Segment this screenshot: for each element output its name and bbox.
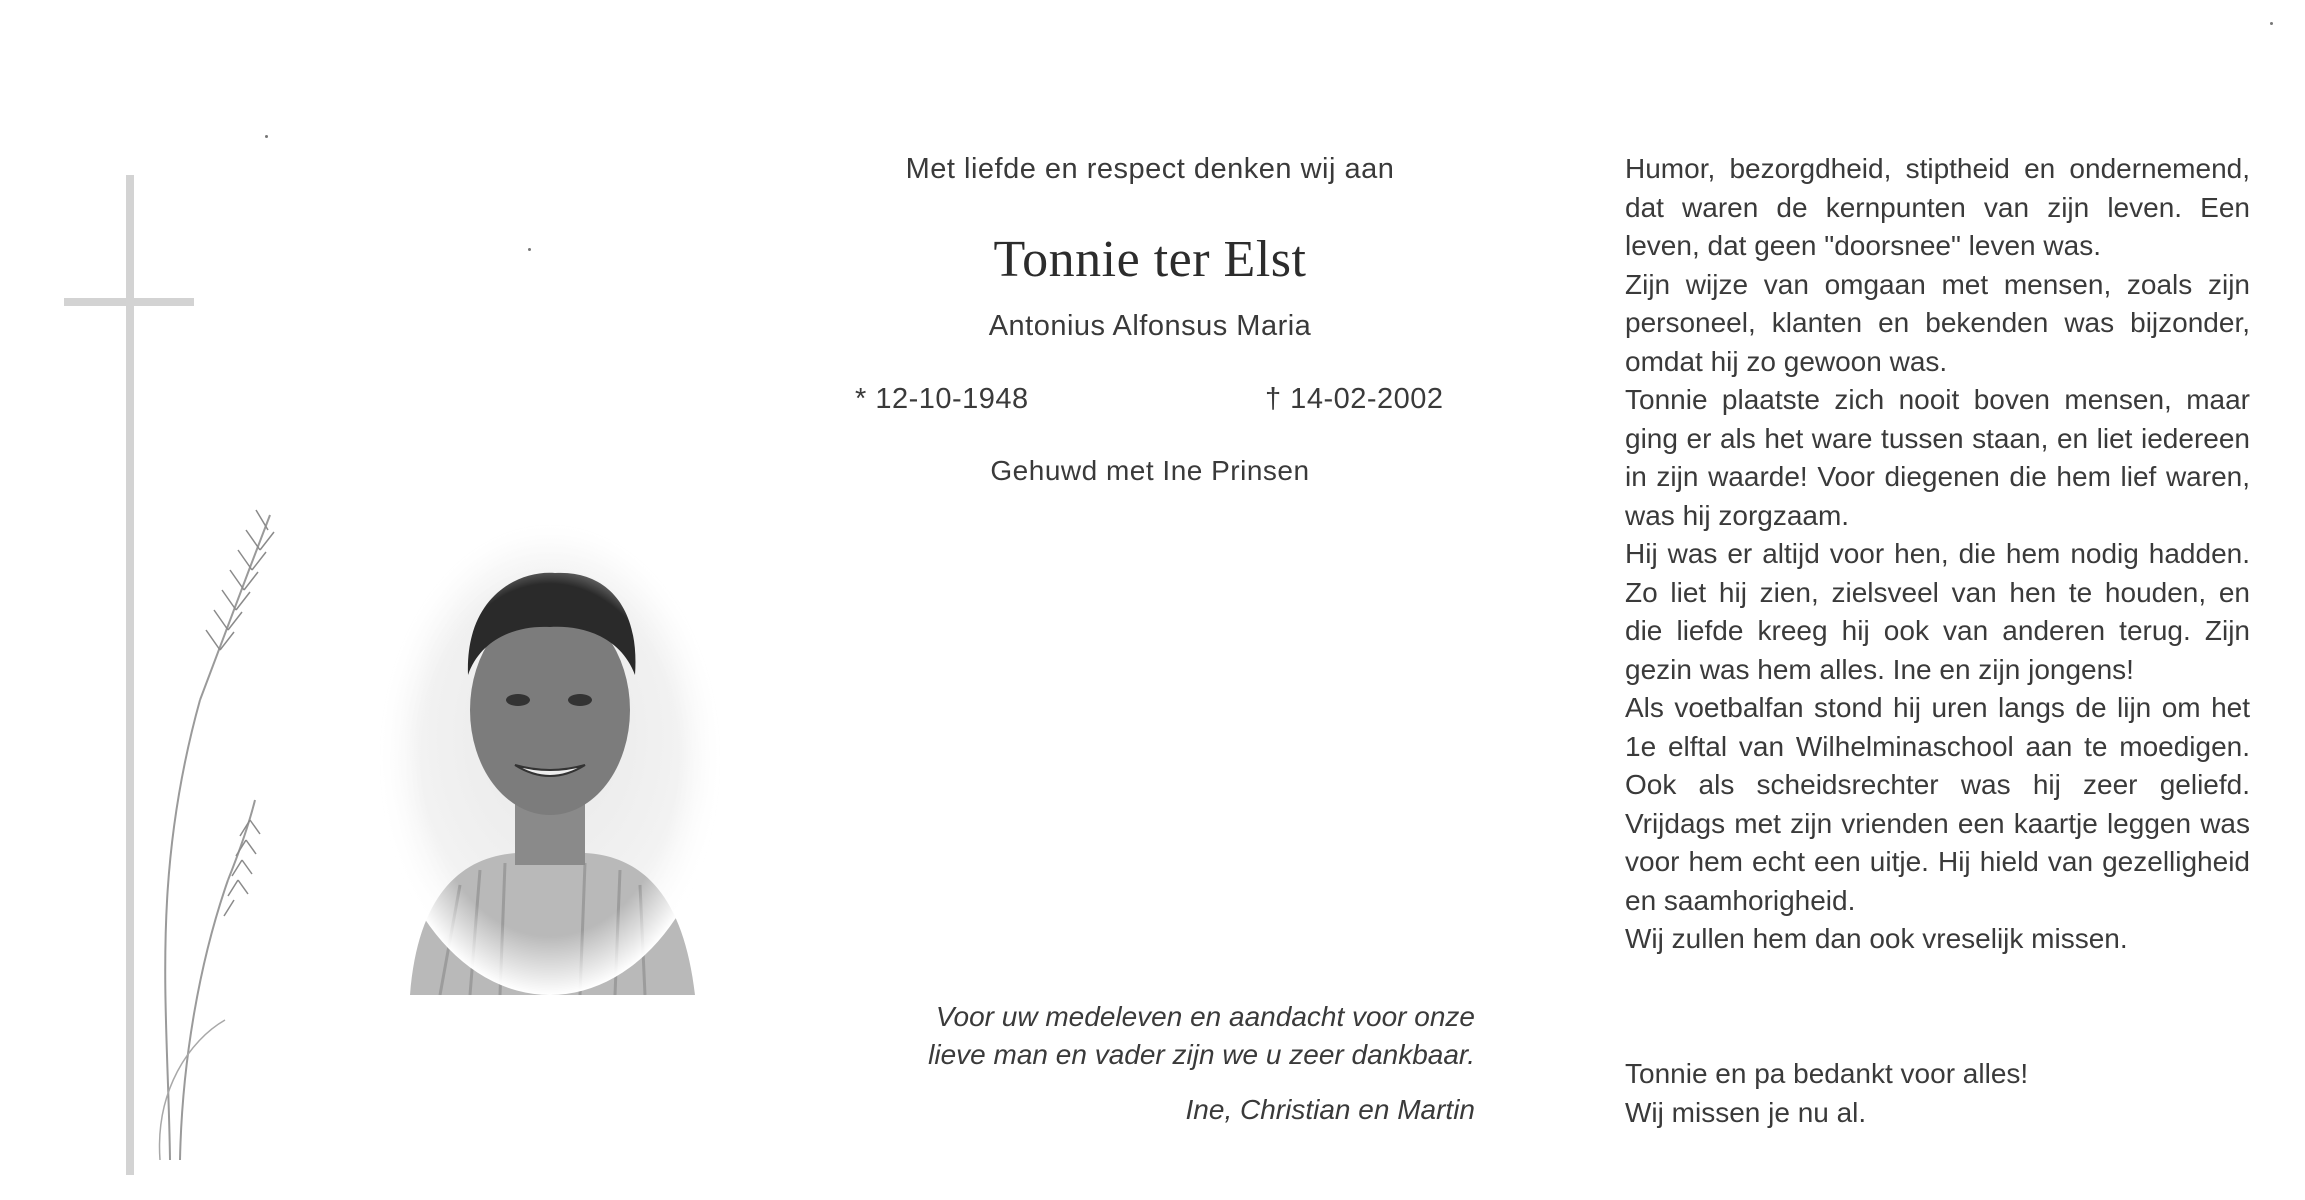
portrait-photo <box>380 525 720 995</box>
biography <box>1625 150 2250 959</box>
bio-paragraph: Wij zullen hem dan ook vreselijk missen. <box>1625 923 2128 954</box>
death-date: † 14-02-2002 <box>1265 383 1444 415</box>
deceased-name: Tonnie ter Elst <box>993 231 1307 288</box>
closing-text <box>1625 1055 2250 1132</box>
scan-speck <box>265 135 268 138</box>
closing-line-2: Wij missen je nu al. <box>1625 1096 1867 1128</box>
birth-date: * 12-10-1948 <box>855 383 1029 415</box>
scan-speck <box>528 248 531 251</box>
bio-paragraph: Zijn wijze van omgaan met mensen, zoals zijn personeel, klanten en bekenden was bijzonder, omdat hij zo gewoon was. <box>1625 268 2250 377</box>
bio-paragraph: Humor, bezorgdheid, stiptheid en ondernemend, dat waren de kernpunten van zijn leven. Een leven, dat geen "doorsnee" leven was. <box>1625 153 2250 261</box>
thanks-line-2: lieve man en vader zijn we u zeer dankbaar. <box>928 1039 1475 1070</box>
thanks-signature: Ine, Christian en Martin <box>1185 1094 1475 1125</box>
full-name: Antonius Alfonsus Maria <box>988 310 1312 342</box>
cross-wheat-icon <box>50 160 290 1180</box>
bio-paragraph: Als voetbalfan stond hij uren langs de lijn om het 1e elftal van Wilhelminaschool aan te moedigen. Ook als scheidsrechter was hij zeer geliefd. Vrijdags met zijn vrienden een kaartje leggen was voor hem echt een uitje. Hij hield van gezelligheid en saamhorigheid. <box>1625 692 2250 916</box>
bio-paragraph: Tonnie plaatste zich nooit boven mensen, maar ging er als het ware tussen staan, en liet iedereen in zijn waarde! Voor diegenen die hem lief waren, was hij zorgzaam. <box>1625 384 2250 531</box>
married-text: Gehuwd met Ine Prinsen <box>990 455 1310 486</box>
intro-text: Met liefde en respect denken wij aan <box>905 153 1395 185</box>
bio-paragraph: Hij was er altijd voor hen, die hem nodig hadden. Zo liet hij zien, zielsveel van hen te houden, en die liefde kreeg hij ook van anderen terug. Zijn gezin was hem alles. Ine en zijn jongens! <box>1625 538 2250 685</box>
thanks-note <box>835 998 1475 1074</box>
scan-speck <box>2270 22 2273 25</box>
closing-line-1: Tonnie en pa bedankt voor alles! <box>1625 1058 2029 1089</box>
thanks-line-1: Voor uw medeleven en aandacht voor onze <box>935 1001 1475 1032</box>
